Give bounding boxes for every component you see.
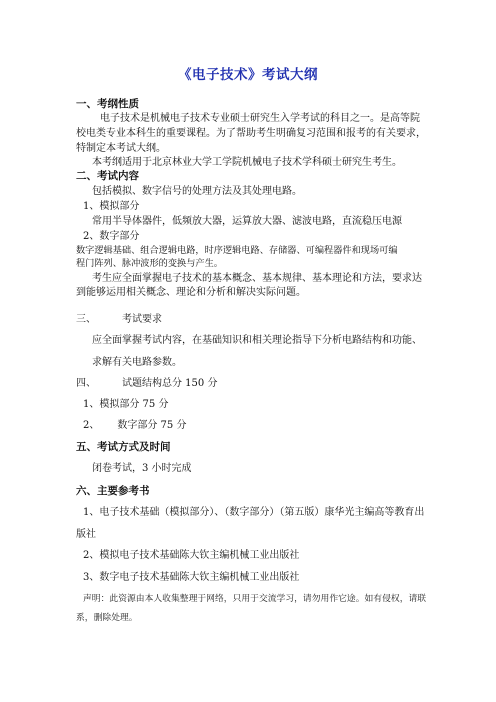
section-3-text-line: 应全面掌握考试内容，在基础知识和相关理论指导下分析电路结构和功能、 [92, 335, 422, 346]
document-title: 《电子技术》考试大纲 [178, 67, 318, 83]
section-2-intro: 包括模拟、数字信号的处理方法及其处理电路。 [92, 186, 302, 197]
section-4-item-analog: 1、模拟部分 75 分 [83, 399, 169, 410]
section-3-heading [76, 314, 162, 326]
section-4-item-digital [83, 420, 186, 432]
section-1-paragraph-line: 特制定本考试大纲。 [76, 143, 166, 154]
digital-part-text-line: 程门阵列、脉冲波形的变换与产生。 [76, 258, 223, 269]
disclaimer-line: 系，删除处理。 [76, 613, 138, 623]
disclaimer-line: 声明：此资源由本人收集整理于网络，只用于交流学习，请勿用作它途。如有侵权，请联 [83, 594, 427, 604]
section-3-label: 考试要求 [122, 314, 162, 325]
section-2-requirement-line: 到能够运用相关概念、理论和分析和解决实际问题。 [76, 287, 306, 298]
section-5-text: 闭卷考试，3 小时完成 [92, 463, 192, 474]
section-6-heading: 六、主要参考书 [76, 485, 150, 497]
section-1-paragraph-line: 电子技术是机械电子技术专业硕士研究生入学考试的科目之一。是高等院 [100, 113, 420, 124]
section-1-paragraph-line: 校电类专业本科生的重要课程。为了帮助考生明确复习范围和报考的有关要求， [76, 128, 426, 139]
section-1-scope-line: 本考纲适用于北京林业大学工学院机械电子技术学科硕士研究生考生。 [92, 157, 402, 168]
reference-1-line: 版社 [76, 529, 96, 540]
digital-part-text-line: 数字逻辑基础、组合逻辑电路，时序逻辑电路、存储器、可编程器件和现场可编 [76, 245, 398, 256]
section-4-number: 四、 [76, 378, 96, 389]
section-1-heading: 一、考纲性质 [76, 98, 139, 110]
digital-part-label: 2、数字部分 [83, 231, 140, 242]
section-4-item-label: 数字部分 75 分 [117, 420, 187, 431]
analog-part-text: 常用半导体器件，低频放大器，运算放大器、滤波电路，直流稳压电源 [92, 216, 402, 227]
analog-part-label: 1、模拟部分 [83, 201, 140, 212]
reference-3: 3、数字电子技术基础陈大钦主编机械工业出版社 [83, 572, 300, 583]
reference-2: 2、模拟电子技术基础陈大钦主编机械工业出版社 [83, 550, 300, 561]
section-2-heading: 二、考试内容 [76, 170, 139, 182]
section-3-number: 三、 [76, 314, 96, 325]
section-5-heading: 五、考试方式及时间 [76, 441, 171, 453]
reference-1-line: 1、电子技术基础（模拟部分）、（数字部分）（第五版）康华光主编高等教育出 [83, 507, 425, 518]
section-3-text-line: 求解有关电路参数。 [92, 357, 182, 368]
section-2-requirement-line: 考生应全面掌握电子技术的基本概念、基本规律、基本理论和方法，要求达 [92, 273, 422, 284]
section-4-heading [76, 378, 217, 390]
section-4-item-number: 2、 [83, 420, 100, 431]
section-4-label: 试题结构总分 150 分 [122, 378, 218, 389]
